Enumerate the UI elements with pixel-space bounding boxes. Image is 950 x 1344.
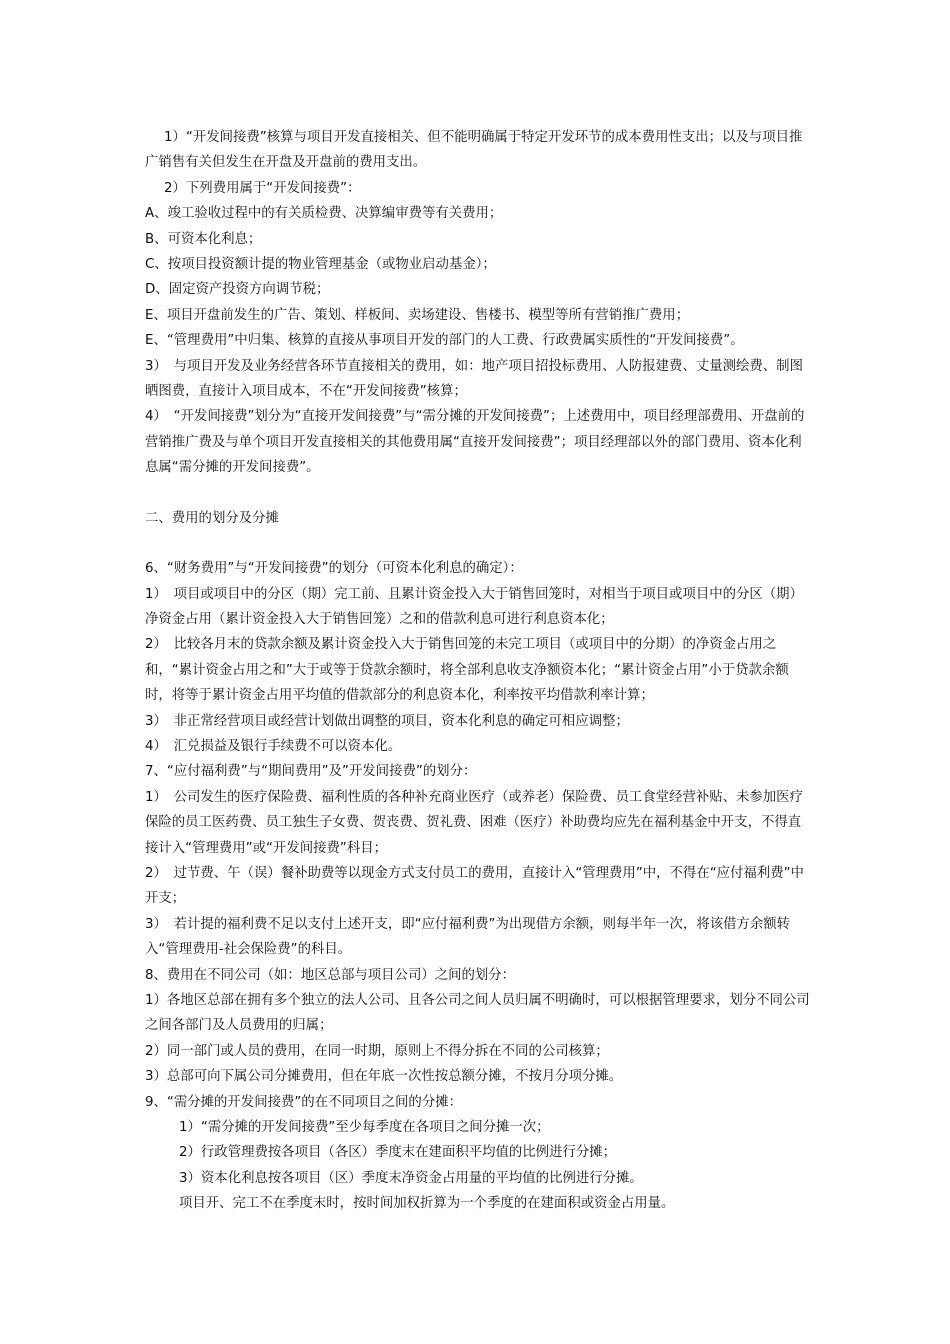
body-item-8-3: 3）总部可向下属公司分摊费用，但在年底一次性按总额分摊，不按月分项分摊。 bbox=[145, 1069, 623, 1085]
intro-item-c: C、按项目投资额计提的物业管理基金（或物业启动基金）； bbox=[145, 257, 496, 273]
body-item-6-3: 3） 非正常经营项目或经营计划做出调整的项目，资本化利息的确定可相应调整； bbox=[145, 713, 629, 729]
body-item-6-4: 4） 汇兑损益及银行手续费不可以资本化。 bbox=[145, 738, 402, 754]
spacer bbox=[145, 481, 810, 506]
section-title: 二、费用的划分及分摊 bbox=[145, 510, 279, 526]
body-item-7-3: 3） 若计提的福利费不足以支付上述开支，即“应付福利费”为出现借方余额，则每半年一次，将该借方余额转入“管理费用-社会保险费”的科目。 bbox=[145, 916, 791, 958]
body-item-9-3: 3）资本化利息按各项目（区）季度末净资金占用量的平均值的比例进行分摊。 bbox=[179, 1170, 643, 1186]
body-item-8-2: 2）同一部门或人员的费用，在同一时期，原则上不得分拆在不同的公司核算； bbox=[145, 1043, 609, 1059]
spacer bbox=[145, 531, 810, 556]
intro-item-e1: E、项目开盘前发生的广告、策划、样板间、卖场建设、售楼书、模型等所有营销推广费用； bbox=[145, 307, 690, 323]
intro-item-a: A、竣工验收过程中的有关质检费、决算编审费等有关费用； bbox=[145, 206, 503, 222]
body-heading-9: 9、“需分摊的开发间接费”的在不同项目之间的分摊： bbox=[145, 1094, 462, 1110]
body-item-7-1: 1） 公司发生的医疗保险费、福利性质的各种补充商业医疗（或养老）保险费、员工食堂经营补贴、未参加医疗保险的员工医药费、员工独生子女费、贺丧费、贺礼费、困难（医疗）补助费均应先在福利基金中开支，不得直接计入“管理费用”或“开发间接费”科目； bbox=[145, 789, 803, 856]
body-heading-7: 7、“应付福利费”与“期间费用”及”开发间接费”的划分： bbox=[145, 764, 477, 780]
body-item-6-2: 2） 比较各月末的贷款余额及累计资金投入大于销售回笼的未完工项目（或项目中的分期）的净资金占用之和，“累计资金占用之和”大于或等于贷款余额时，将全部利息收支净额资本化；“累计资金占用”小于贷款余额时，将等于累计资金占用平均值的借款部分的利息资本化，利率按平均借款利率计算； bbox=[145, 637, 789, 704]
body-item-8-1: 1）各地区总部在拥有多个独立的法人公司、且各公司之间人员归属不明确时，可以根据管理要求，划分不同公司之间各部门及人员费用的归属； bbox=[145, 993, 810, 1034]
intro-paragraph-4: 4） “开发间接费”划分为“直接开发间接费”与“需分摊的开发间接费”；上述费用中，项目经理部费用、开盘前的营销推广费及与单个项目开发直接相关的其他费用属“直接开发间接费”；项目经理部以外的部门费用、资本化利息属“需分摊的开发间接费”。 bbox=[145, 409, 805, 476]
body-item-7-2: 2） 过节费、午（误）餐补助费等以现金方式支付员工的费用，直接计入“管理费用”中，不得在“应付福利费”中开支； bbox=[145, 865, 804, 907]
intro-item-d: D、固定资产投资方向调节税； bbox=[145, 282, 330, 298]
intro-paragraph-2: 2）下列费用属于“开发间接费”： bbox=[164, 180, 361, 196]
body-heading-8: 8、费用在不同公司（如：地区总部与项目公司）之间的划分： bbox=[145, 967, 516, 983]
intro-paragraph-1: 1）“开发间接费”核算与项目开发直接相关、但不能明确属于特定开发环节的成本费用性支出；以及与项目推广销售有关但发生在开盘及开盘前的费用支出。 bbox=[145, 130, 803, 171]
intro-item-b: B、可资本化利息； bbox=[145, 231, 262, 247]
body-item-6-1: 1） 项目或项目中的分区（期）完工前、且累计资金投入大于销售回笼时，对相当于项目或项目中的分区（期）净资金占用（累计资金投入大于销售回笼）之和的借款利息可进行利息资本化； bbox=[145, 586, 803, 627]
intro-paragraph-3: 3） 与项目开发及业务经营各环节直接相关的费用，如：地产项目招投标费用、人防报建费、丈量测绘费、制图晒图费，直接计入项目成本，不在“开发间接费”核算； bbox=[145, 358, 803, 400]
body-item-9-note: 项目开、完工不在季度末时，按时间加权折算为一个季度的在建面积或资金占用量。 bbox=[179, 1196, 675, 1212]
intro-item-e2: E、“管理费用”中归集、核算的直接从事项目开发的部门的人工费、行政费属实质性的“开发间接费”。 bbox=[145, 333, 744, 349]
document-body bbox=[145, 125, 810, 1217]
body-item-9-1: 1）“需分摊的开发间接费”至少每季度在各项目之间分摊一次； bbox=[179, 1120, 550, 1136]
body-item-9-2: 2）行政管理费按各项目（各区）季度末在建面积平均值的比例进行分摊； bbox=[179, 1145, 617, 1161]
body-heading-6: 6、“财务费用”与“开发间接费”的划分（可资本化利息的确定）： bbox=[145, 561, 523, 577]
